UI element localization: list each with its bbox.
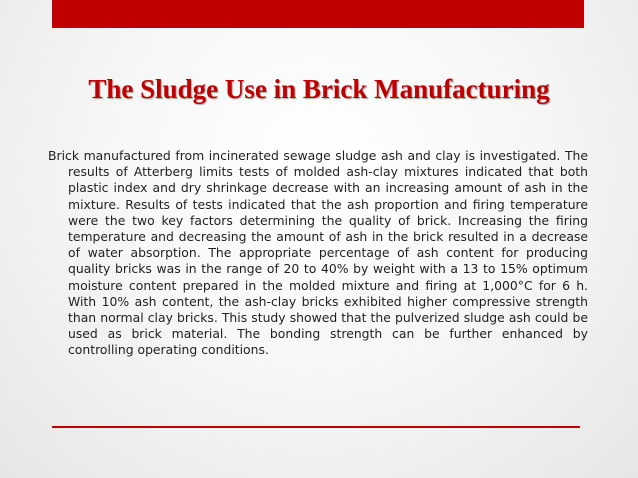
top-accent-bar xyxy=(52,0,584,28)
bottom-divider xyxy=(52,426,580,428)
slide-title: The Sludge Use in Brick Manufacturing xyxy=(88,74,550,104)
slide-body-text: Brick manufactured from incinerated sewage sludge ash and clay is investigated. The results of Atterberg limits tests of molded ash-clay mixtures indicated that both plastic index and dry shrinkage decrease with an increasing amount of ash in the mixture. Results of tests indicated that the ash proportion and firing temperature were the two key factors determining the quality of brick. Increasing the firing temperature and decreasing the amount of ash in the brick resulted in a decrease of water absorption. The appropriate percentage of ash content for producing quality bricks was in the range of 20 to 40% by weight with a 13 to 15% optimum moisture content prepared in the molded mixture and firing at 1,000°C for 6 h. With 10% ash content, the ash-clay bricks exhibited higher compressive strength than normal clay bricks. This study showed that the pulverized sludge ash could be used as brick material. The bonding strength can be further enhanced by controlling operating conditions. xyxy=(48,148,588,358)
